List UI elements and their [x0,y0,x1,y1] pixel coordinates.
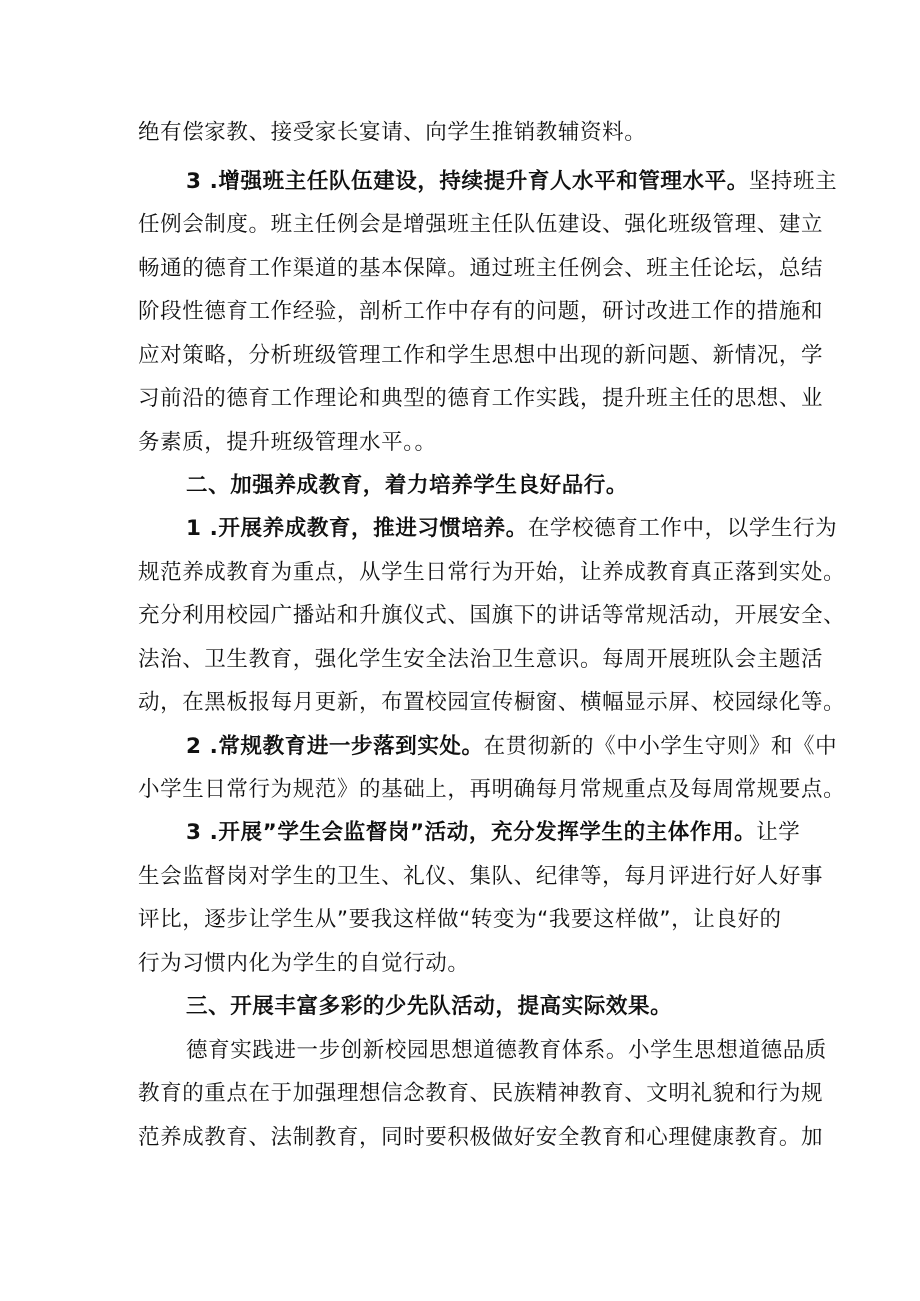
text-line [186,164,838,200]
text-line [138,902,828,938]
line-heading: 1 .开展养成教育，推进习惯培养。 [186,516,528,541]
text-line [186,1033,828,1069]
line-text: 让学 [756,820,801,845]
section-heading [186,468,828,504]
line-text: 应对策略，分析班级管理工作和学生思想中出现的新问题、新情况，学 [138,343,824,368]
line-text: 务素质，提升班级管理水平。。 [138,430,437,455]
text-line [138,555,846,591]
text-line [138,642,828,678]
line-text: 生会监督岗对学生的卫生、礼仪、集队、纪律等，每月评进行好人好事 [138,864,824,889]
text-line [138,685,846,721]
text-line [138,251,828,287]
line-text: 规范养成教育为重点，从学生日常行为开始，让养成教育真正落到实处。 [138,560,846,585]
text-line [138,772,846,808]
text-line [138,1076,828,1112]
line-text: 法治、卫生教育，强化学生安全法治卫生意识。每周开展班队会主题活 [138,647,824,672]
line-heading: 2 .常规教育进一步落到实处。 [186,734,484,759]
line-text: 在贯彻新的《中小学生守则》和《中 [483,734,838,759]
line-text: 行为习惯内化为学生的自觉行动。 [138,951,470,976]
text-line [138,338,828,374]
line-text: 任例会制度。班主任例会是增强班主任队伍建设、强化班级管理、建立 [138,212,824,237]
line-text: 充分利用校园广播站和升旗仪式、国旗下的讲话等常规活动，开展安全、 [138,603,846,628]
text-line [138,425,828,461]
text-line [186,815,828,851]
line-text: 动，在黑板报每月更新，布置校园宣传橱窗、横幅显示屏、校园绿化等。 [138,690,846,715]
section-heading [186,989,828,1025]
line-heading: 3 .增强班主任队伍建设，持续提升育人水平和管理水平。 [186,169,749,194]
text-line [186,511,838,547]
line-text: 绝有偿家教、接受家长宴请、向学生推销教辅资料。 [138,120,647,145]
line-heading: 三、开展丰富多彩的少先队活动，提高实际效果。 [186,994,673,1019]
line-text: 小学生日常行为规范》的基础上，再明确每月常规重点及每周常规要点。 [138,777,846,802]
line-text: 坚持班主 [748,169,838,194]
line-text: 德育实践进一步创新校园思想道德教育体系。小学生思想道德品质 [186,1038,827,1063]
text-line [138,859,828,895]
text-line [138,598,846,634]
text-line [186,729,838,765]
text-line [138,381,828,417]
text-line [138,294,828,330]
line-heading: 二、加强养成教育，着力培养学生良好品行。 [186,473,629,498]
line-text: 在学校德育工作中，以学生行为 [527,516,838,541]
line-text: 畅通的德育工作渠道的基本保障。通过班主任例会、班主任论坛，总结 [138,256,824,281]
text-line [138,946,828,982]
line-text: 范养成教育、法制教育，同时要积极做好安全教育和心理健康教育。加 [138,1125,824,1150]
line-text: 阶段性德育工作经验，剖析工作中存有的问题，研讨改进工作的措施和 [138,299,824,324]
line-text: 习前沿的德育工作理论和典型的德育工作实践，提升班主任的思想、业 [138,386,824,411]
line-text: 教育的重点在于加强理想信念教育、民族精神教育、文明礼貌和行为规 [138,1081,824,1106]
text-line [138,115,828,151]
line-text: 评比，逐步让学生从”要我这样做“转变为“我要这样做”，让良好的 [138,907,782,932]
text-line [138,1120,828,1156]
line-heading: 3 .开展”学生会监督岗”活动，充分发挥学生的主体作用。 [186,820,757,845]
text-line [138,207,828,243]
